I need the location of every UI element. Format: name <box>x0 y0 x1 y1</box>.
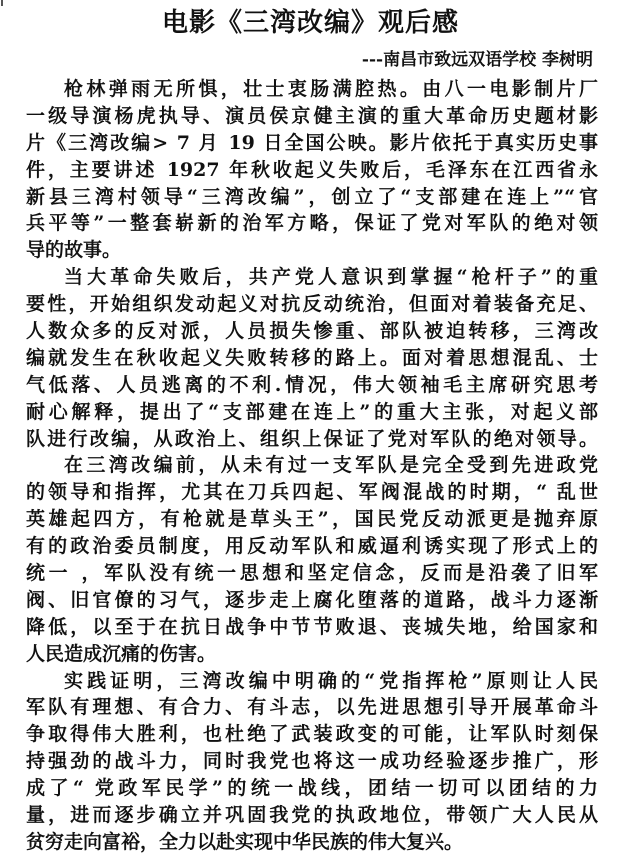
paragraph-line: 有的政治委员制度，用反动军队和威逼利诱实现了形式上的 <box>26 535 598 558</box>
paragraph-line: 耐心解释，提出了“支部建在连上”的重大主张，对起义部 <box>26 400 598 423</box>
paragraph-line: 枪林弹雨无所惧，壮士衷肠满腔热。由八一电影制片厂 <box>64 78 598 100</box>
paragraph-line: 争取得伟大胜利，也杜绝了武装政变的可能，让军队时刻保 <box>26 723 598 746</box>
paragraph-line: 的领导和指挥，尤其在刀兵四起、军阀混战的时期，“ 乱世 <box>26 481 598 504</box>
paragraph-1 <box>26 76 598 264</box>
paragraph-line: 队进行改编，从政治上、组织上保证了党对军队的绝对领导。 <box>26 427 598 450</box>
paragraph-line: 导的故事。 <box>26 239 122 262</box>
paragraph-line: 当大革命失败后，共产党人意识到掌握“枪杆子”的重 <box>64 266 598 289</box>
paragraph-line: 片《三湾改编> 7 月 19 日全国公映。影片依托于真实历史事 <box>26 131 598 154</box>
article-body <box>26 76 598 856</box>
paragraph-3 <box>26 452 598 667</box>
paragraph-line: 兵平等”一整套崭新的治军方略，保证了党对军队的绝对领 <box>26 212 598 235</box>
author-byline: ---南昌市致远双语学校 李树明 <box>361 50 593 70</box>
paragraph-line: 量，进而逐步确立并巩固我党的执政地位，带领广大人民从 <box>26 804 598 827</box>
paragraph-line: 要性，开始组织发动起义对抗反动统治，但面对着装备充足、 <box>26 293 598 316</box>
paragraph-4 <box>26 668 598 856</box>
paragraph-line: 阀、旧官僚的习气，逐步走上腐化堕落的道路，战斗力逐渐 <box>26 588 598 611</box>
paragraph-line: 贫穷走向富裕，全力以赴实现中华民族的伟大复兴。 <box>26 830 464 853</box>
paragraph-line: 气低落、人员逃离的不利.情况，伟大领袖毛主席研究思考 <box>26 373 598 396</box>
paragraph-line: 在三湾改编前，从未有过一支军队是完全受到先进政党 <box>64 454 598 477</box>
paragraph-line: 持强劲的战斗力，同时我党也将这一成功经验逐步推广，形 <box>26 750 598 773</box>
paragraph-line: 人数众多的反对派，人员损失惨重、部队被迫转移，三湾改 <box>26 320 598 343</box>
paragraph-line: 降低，以至于在抗日战争中节节败退、丧城失地，给国家和 <box>26 615 598 638</box>
article-title: 电影《三湾改编》观后感 <box>161 8 459 38</box>
paragraph-line: 实践证明，三湾改编中明确的“党指挥枪”原则让人民 <box>64 669 598 692</box>
paragraph-line: 编就发生在秋收起义失败转移的路上。面对着思想混乱、士 <box>26 346 598 369</box>
paragraph-line: 军队有理想、有合力、有斗志，以先进思想引导开展革命斗 <box>26 696 598 719</box>
paragraph-line: 人民造成沉痛的伤害。 <box>26 642 217 665</box>
paragraph-line: 统一 ，军队没有统一思想和坚定信念，反而是沿袭了旧军 <box>26 562 598 585</box>
paragraph-line: 成了“ 党政军民学”的统一战线，团结一切可以团结的力 <box>26 777 598 800</box>
paragraph-line: 新县三湾村领导“三湾改编”，创立了“支部建在连上”“官 <box>26 185 598 208</box>
paragraph-line: 英雄起四方，有枪就是草头王”，国民党反动派更是抛弃原 <box>26 508 598 531</box>
paragraph-line: 一级导演杨虎执导、演员侯京健主演的重大革命历史题材影 <box>26 104 598 127</box>
paragraph-line: 件，主要讲述 1927 年秋收起义失败后，毛泽东在江西省永 <box>26 158 598 181</box>
paragraph-2 <box>26 264 598 452</box>
